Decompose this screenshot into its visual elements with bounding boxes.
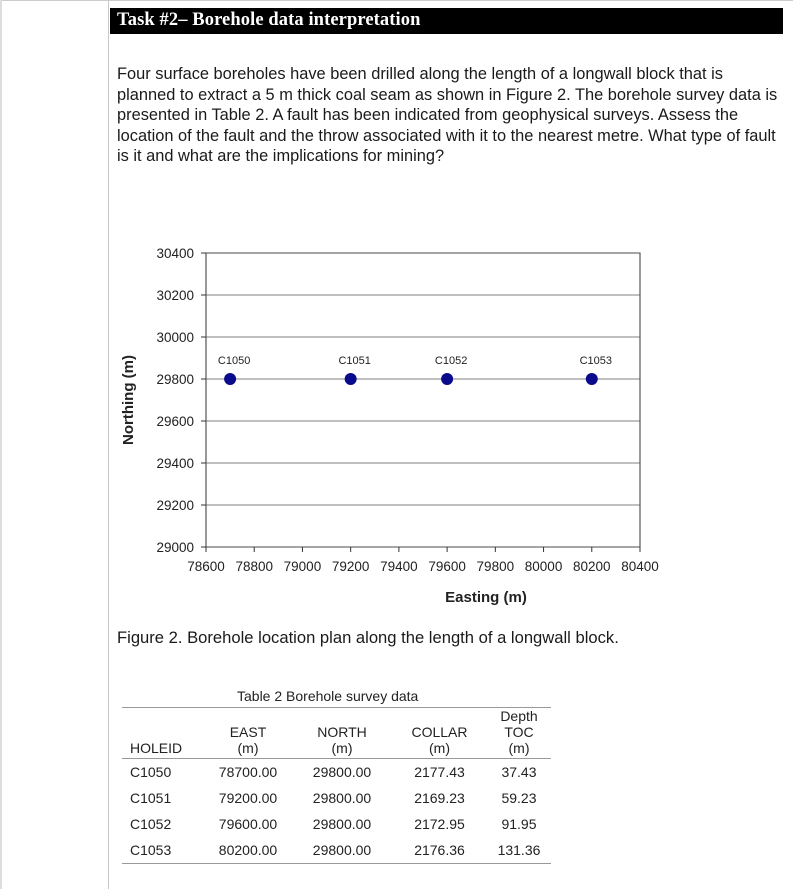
cell-holeid: C1052 xyxy=(130,816,172,832)
cell-east: 78700.00 xyxy=(218,764,278,780)
x-tick-label: 79600 xyxy=(428,559,466,574)
x-tick-label: 79200 xyxy=(331,559,370,574)
y-tick-label: 30200 xyxy=(156,288,194,303)
x-tick-label: 79000 xyxy=(283,559,322,574)
cell-holeid: C1051 xyxy=(130,790,172,806)
y-tick-label: 29600 xyxy=(156,414,194,429)
task-description: Four surface boreholes have been drilled along the length of a longwall block that is planned to extract a 5 m thick coal seam as shown in Figure 2. The borehole survey data is presented in Table 2. A fault has been indicated from geophysical surveys. Assess the location of the fault and the throw associated with it to the nearest metre. What type of fault is it and what are the implications for mining? xyxy=(117,65,778,166)
y-axis-label: Northing (m) xyxy=(120,355,137,445)
x-tick-label: 80200 xyxy=(573,559,611,574)
cell-east: 79600.00 xyxy=(218,816,278,832)
point-label: C1051 xyxy=(338,355,371,367)
header-depth-label: Depth xyxy=(500,708,538,724)
x-tick-label: 78800 xyxy=(235,559,273,574)
cell-north: 29800.00 xyxy=(312,842,372,858)
table-row xyxy=(122,811,551,837)
point-label: C1053 xyxy=(579,355,612,367)
point-label: C1050 xyxy=(217,355,251,367)
table-header-row xyxy=(122,708,551,759)
figure-caption: Figure 2. Borehole location plan along the length of a longwall block. xyxy=(117,628,619,647)
cell-depth: 131.36 xyxy=(497,842,541,858)
plot-area xyxy=(206,253,640,547)
header-north-label: NORTH xyxy=(317,724,367,740)
y-tick-label: 29400 xyxy=(156,456,194,471)
x-tick-label: 79400 xyxy=(380,559,418,574)
cell-north: 29800.00 xyxy=(312,816,372,832)
borehole-point xyxy=(224,373,236,385)
cell-depth: 59.23 xyxy=(501,790,537,806)
header-east xyxy=(204,708,292,759)
y-tick-label: 30400 xyxy=(156,246,194,261)
header-east-unit: (m) xyxy=(237,740,259,756)
cell-collar: 2177.43 xyxy=(414,764,465,780)
cell-depth: 91.95 xyxy=(501,816,537,832)
x-axis-label: Easting (m) xyxy=(445,589,527,606)
header-north-unit: (m) xyxy=(331,740,353,756)
page-edge xyxy=(0,0,2,889)
cell-collar: 2169.23 xyxy=(414,790,465,806)
borehole-survey-table xyxy=(122,688,551,864)
table-row xyxy=(122,785,551,811)
borehole-point xyxy=(345,373,357,385)
header-east-label: EAST xyxy=(229,724,267,740)
cell-north: 29800.00 xyxy=(312,790,372,806)
header-collar-unit: (m) xyxy=(429,740,450,756)
borehole-point xyxy=(586,373,598,385)
header-holeid xyxy=(122,708,204,759)
y-tick-label: 29200 xyxy=(156,498,194,513)
header-depth-unit: (m) xyxy=(508,740,530,756)
task-title: Task #2– Borehole data interpretation xyxy=(117,10,421,30)
cell-north: 29800.00 xyxy=(312,764,372,780)
borehole-point xyxy=(441,373,453,385)
header-depth-toc: TOC xyxy=(504,724,534,740)
y-tick-label: 29000 xyxy=(156,540,194,555)
cell-holeid: C1050 xyxy=(130,764,172,780)
x-tick-label: 79800 xyxy=(476,559,515,574)
borehole-location-chart xyxy=(110,240,670,610)
cell-east: 79200.00 xyxy=(218,790,278,806)
header-depth xyxy=(487,708,551,759)
header-north xyxy=(292,708,392,759)
cell-collar: 2172.95 xyxy=(414,816,465,832)
point-label: C1052 xyxy=(434,355,468,367)
cell-depth: 37.43 xyxy=(501,764,537,780)
y-tick-label: 30000 xyxy=(156,330,194,345)
x-tick-label: 80400 xyxy=(621,559,659,574)
cell-collar: 2176.36 xyxy=(414,842,465,858)
table-caption: Table 2 Borehole survey data xyxy=(237,688,419,704)
table-row xyxy=(122,759,551,786)
header-collar-label: COLLAR xyxy=(411,724,468,740)
header-holeid-label: HOLEID xyxy=(130,740,183,756)
cell-east: 80200.00 xyxy=(218,842,278,858)
cell-holeid: C1053 xyxy=(130,842,172,858)
x-tick-label: 78600 xyxy=(187,559,225,574)
y-tick-label: 29800 xyxy=(156,372,194,387)
header-collar xyxy=(392,708,487,759)
x-tick-label: 80000 xyxy=(524,559,563,574)
table-row xyxy=(122,837,551,864)
